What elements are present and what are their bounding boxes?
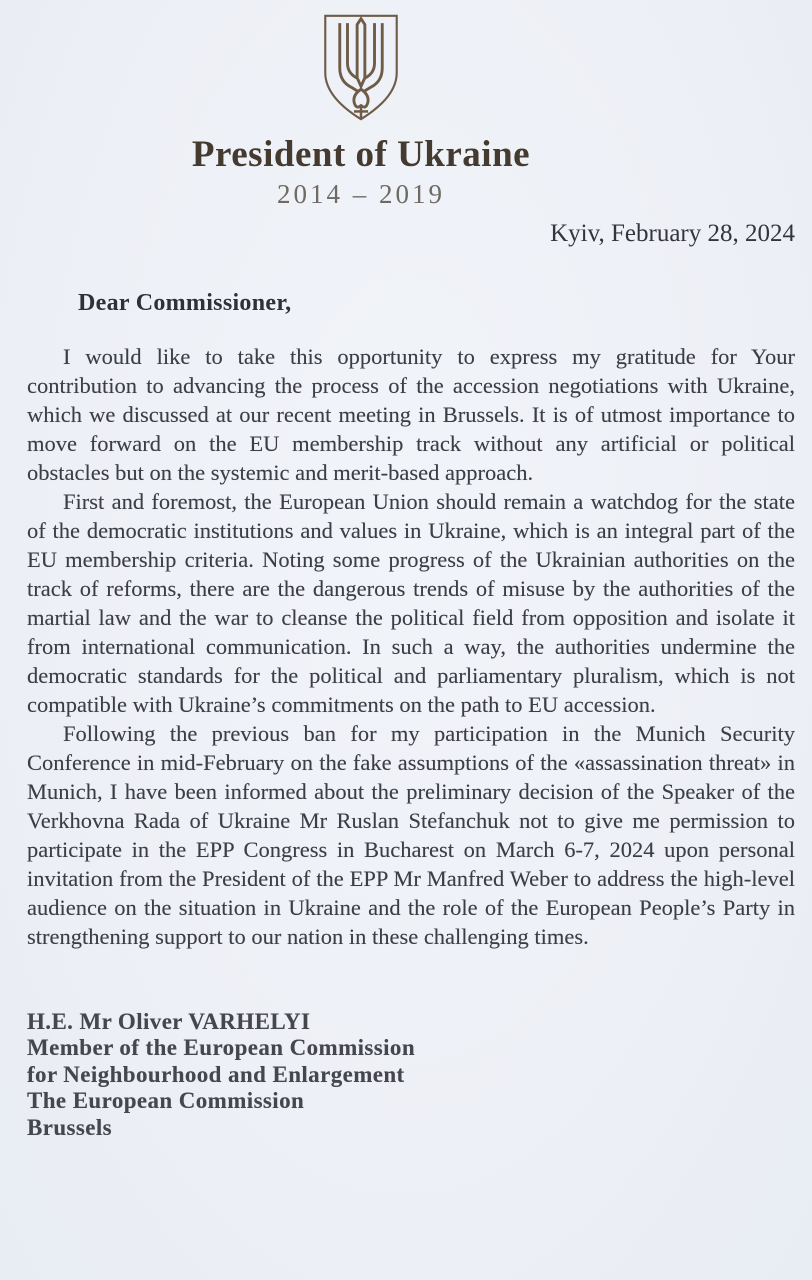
dateline: Kyiv, February 28, 2024: [550, 219, 795, 247]
recipient-city: Brussels: [27, 1114, 112, 1140]
ukraine-trident-emblem-icon: [318, 12, 404, 124]
recipient-name: H.E. Mr Oliver VARHELYI: [27, 1008, 311, 1034]
letterhead: [0, 12, 767, 210]
body-paragraph-1: I would like to take this opportunity to express my gratitude for Your contribution to advancing the process of the accession negotiations with Ukraine, which we discussed at our recent meeting in Brussels. It is of utmost importance to move forward on the EU membership track without any artificial or political obstacles but on the systemic and merit-based approach.: [27, 343, 795, 485]
recipient-block: [27, 1009, 812, 1142]
body-paragraph-2: First and foremost, the European Union should remain a watchdog for the state of the democratic institutions and values in Ukraine, which is an integral part of the EU membership criteria. Noting some progress of the Ukrainian authorities on the track of reforms, there are the dangerous trends of misuse by the authorities of the martial law and the war to cleanse the political field from opposition and isolate it from international communication. In such a way, the authorities undermine the democratic standards for the political and parliamentary pluralism, which is not compatible with Ukraine’s commitments on the path to EU accession.: [27, 488, 795, 717]
salutation: Dear Commissioner,: [78, 289, 292, 316]
body-paragraph-3: Following the previous ban for my participation in the Munich Security Conference in mid-February on the fake assumptions of the «assassination threat» in Munich, I have been informed about the preliminary decision of the Speaker of the Verkhovna Rada of Ukraine Mr Ruslan Stefanchuk not to give me permission to participate in the EPP Congress in Bucharest on March 6-7, 2024 upon personal invitation from the President of the EPP Mr Manfred Weber to address the high-level audience on the situation in Ukraine and the role of the European People’s Party in strengthening support to our nation in these challenging times.: [27, 720, 795, 949]
recipient-organization: The European Commission: [27, 1088, 305, 1114]
recipient-role-line-1: Member of the European Commission: [27, 1035, 416, 1061]
letterhead-title: President of Ukraine: [191, 134, 531, 175]
recipient-role-line-2: for Neighbourhood and Enlargement: [27, 1061, 405, 1087]
letterhead-years: 2014 – 2019: [277, 178, 445, 209]
letter-body: [27, 342, 795, 951]
